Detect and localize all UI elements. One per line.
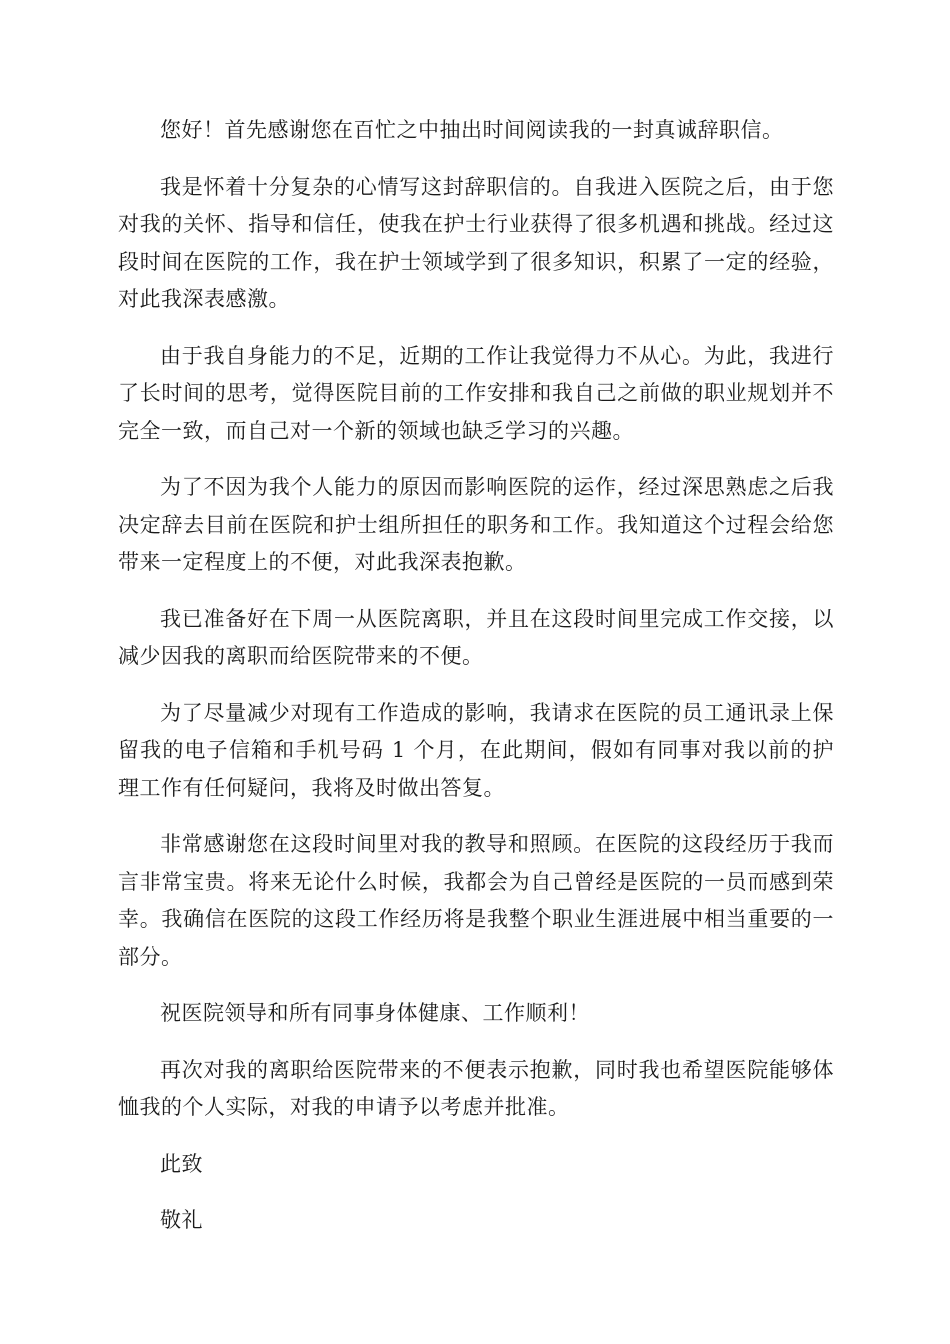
letter-paragraph: 为了尽量减少对现有工作造成的影响，我请求在医院的员工通讯录上保留我的电子信箱和手机号码 1 个月，在此期间，假如有同事对我以前的护理工作有任何疑问，我将及时做出答复。 bbox=[118, 700, 834, 800]
letter-closing-2: 敬礼 bbox=[160, 1208, 203, 1232]
letter-paragraph: 我是怀着十分复杂的心情写这封辞职信的。自我进入医院之后，由于您对我的关怀、指导和信任，使我在护士行业获得了很多机遇和挑战。经过这段时间在医院的工作，我在护士领域学到了很多知识，积累了一定的经验，对此我深表感激。 bbox=[118, 174, 834, 311]
letter-paragraph: 为了不因为我个人能力的原因而影响医院的运作，经过深思熟虑之后我决定辞去目前在医院和护士组所担任的职务和工作。我知道这个过程会给您带来一定程度上的不便，对此我深表抱歉。 bbox=[118, 475, 834, 574]
letter-greeting: 您好！首先感谢您在百忙之中抽出时间阅读我的一封真诚辞职信。 bbox=[160, 118, 784, 142]
letter-paragraph: 非常感谢您在这段时间里对我的教导和照顾。在医院的这段经历于我而言非常宝贵。将来无论什么时候，我都会为自己曾经是医院的一员而感到荣幸。我确信在医院的这段工作经历将是我整个职业生涯进展中相当重要的一部分。 bbox=[118, 832, 834, 969]
letter-paragraph: 再次对我的离职给医院带来的不便表示抱歉，同时我也希望医院能够体恤我的个人实际，对我的申请予以考虑并批准。 bbox=[118, 1057, 834, 1119]
letter-wishes: 祝医院领导和所有同事身体健康、工作顺利！ bbox=[160, 1001, 590, 1025]
letter-closing-1: 此致 bbox=[160, 1151, 203, 1176]
letter-body bbox=[118, 112, 834, 1259]
letter-paragraph: 我已准备好在下周一从医院离职，并且在这段时间里完成工作交接，以减少因我的离职而给医院带来的不便。 bbox=[118, 606, 834, 668]
letter-paragraph: 由于我自身能力的不足，近期的工作让我觉得力不从心。为此，我进行了长时间的思考，觉得医院目前的工作安排和我自己之前做的职业规划并不完全一致，而自己对一个新的领域也缺乏学习的兴趣。 bbox=[118, 343, 834, 443]
